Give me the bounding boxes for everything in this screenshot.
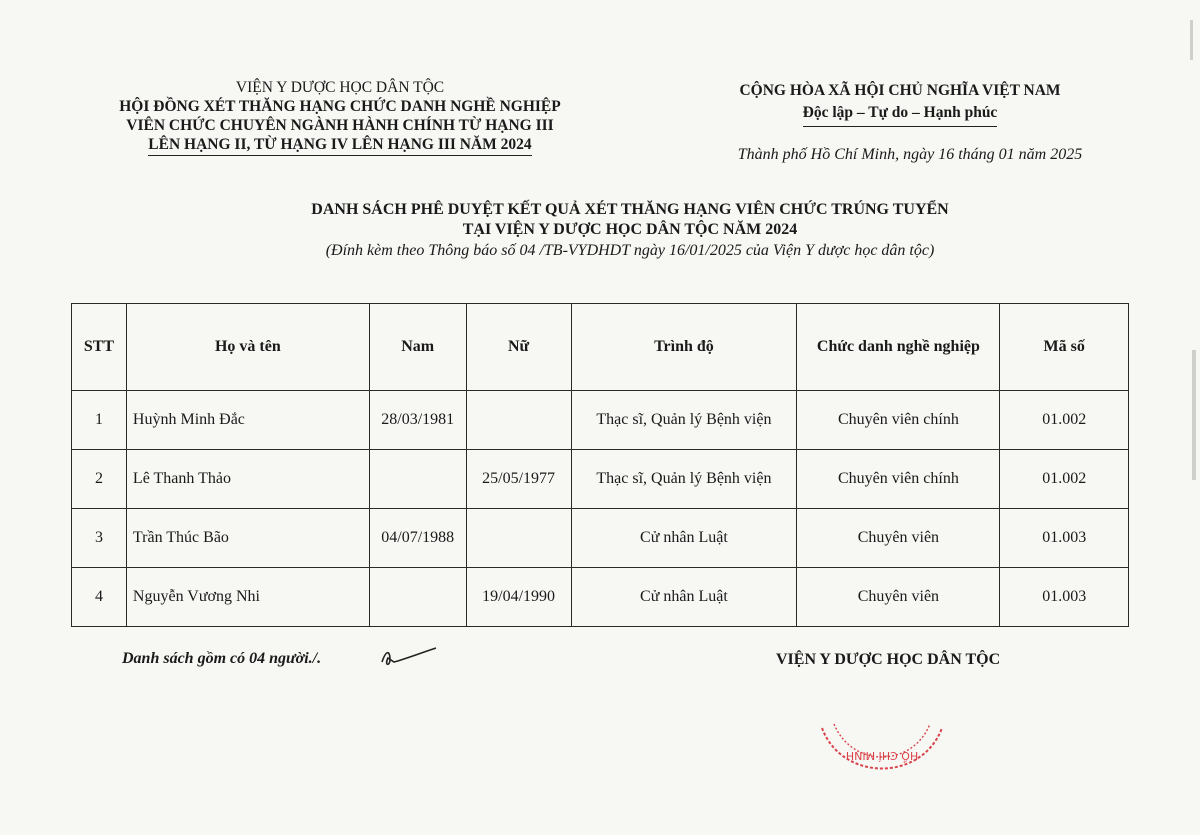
header-qualification: Trình độ	[571, 304, 797, 391]
cell-stt: 3	[72, 509, 127, 568]
table-row	[72, 450, 1129, 509]
cell-code: 01.003	[1000, 568, 1129, 627]
signature-mark	[378, 644, 438, 672]
cell-job-title: Chuyên viên	[797, 509, 1000, 568]
cell-qualification: Cử nhân Luật	[571, 509, 797, 568]
cell-qualification: Cử nhân Luật	[571, 568, 797, 627]
cell-male-dob: 28/03/1981	[369, 391, 466, 450]
header-job-title: Chức danh nghề nghiệp	[797, 304, 1000, 391]
cell-code: 01.003	[1000, 509, 1129, 568]
cell-code: 01.002	[1000, 450, 1129, 509]
cell-male-dob	[369, 568, 466, 627]
cell-job-title: Chuyên viên chính	[797, 450, 1000, 509]
cell-male-dob: 04/07/1988	[369, 509, 466, 568]
cell-name: Huỳnh Minh Đắc	[126, 391, 369, 450]
cell-qualification: Thạc sĩ, Quản lý Bệnh viện	[571, 450, 797, 509]
document-subtitle: (Đính kèm theo Thông báo số 04 /TB-VYDHDT ngày 16/01/2025 của Viện Y dược học dân tộc)	[325, 242, 935, 259]
scan-artifact	[1190, 20, 1193, 60]
scan-artifact	[1192, 350, 1196, 480]
svg-text:HỒ CHÍ MINH: HỒ CHÍ MINH	[845, 749, 919, 762]
country-name: CỘNG HÒA XÃ HỘI CHỦ NGHĨA VIỆT NAM	[739, 82, 1061, 99]
council-name-line1: HỘI ĐỒNG XÉT THĂNG HẠNG CHỨC DANH NGHỀ NGHIỆP	[119, 98, 561, 115]
cell-stt: 4	[72, 568, 127, 627]
header-male: Nam	[369, 304, 466, 391]
council-name-line3: LÊN HẠNG II, TỪ HẠNG IV LÊN HẠNG III NĂM 2024	[148, 135, 531, 156]
title-line1: DANH SÁCH PHÊ DUYỆT KẾT QUẢ XÉT THĂNG HẠNG VIÊN CHỨC TRÚNG TUYỂN	[311, 201, 949, 218]
issuing-authority-header	[60, 78, 620, 156]
header-female: Nữ	[466, 304, 571, 391]
national-header	[690, 80, 1110, 127]
header-name: Họ và tên	[126, 304, 369, 391]
table-row	[72, 391, 1129, 450]
cell-name: Nguyễn Vương Nhi	[126, 568, 369, 627]
cell-code: 01.002	[1000, 391, 1129, 450]
signing-organization: VIỆN Y DƯỢC HỌC DÂN TỘC	[776, 651, 1001, 668]
cell-stt: 2	[72, 450, 127, 509]
national-motto: Độc lập – Tự do – Hạnh phúc	[803, 102, 998, 127]
cell-male-dob	[369, 450, 466, 509]
document-title	[140, 200, 1120, 240]
cell-female-dob: 19/04/1990	[466, 568, 571, 627]
header-stt: STT	[72, 304, 127, 391]
results-table	[71, 303, 1129, 627]
cell-qualification: Thạc sĩ, Quản lý Bệnh viện	[571, 391, 797, 450]
cell-job-title: Chuyên viên chính	[797, 391, 1000, 450]
cell-job-title: Chuyên viên	[797, 568, 1000, 627]
table-row	[72, 568, 1129, 627]
institute-name: VIỆN Y DƯỢC HỌC DÂN TỘC	[235, 79, 445, 96]
title-line2: TẠI VIỆN Y DƯỢC HỌC DÂN TỘC NĂM 2024	[462, 221, 798, 238]
cell-name: Trần Thúc Bão	[126, 509, 369, 568]
cell-stt: 1	[72, 391, 127, 450]
table-row	[72, 509, 1129, 568]
cell-female-dob	[466, 509, 571, 568]
council-name-line2: VIÊN CHỨC CHUYÊN NGÀNH HÀNH CHÍNH TỪ HẠNG III	[126, 117, 554, 134]
header-code: Mã số	[1000, 304, 1129, 391]
place-and-date: Thành phố Hồ Chí Minh, ngày 16 tháng 01 năm 2025	[737, 146, 1083, 163]
cell-female-dob	[466, 391, 571, 450]
seal-stamp	[812, 720, 952, 790]
cell-female-dob: 25/05/1977	[466, 450, 571, 509]
list-count-note: Danh sách gồm có 04 người./.	[122, 650, 322, 667]
cell-name: Lê Thanh Thảo	[126, 450, 369, 509]
table-header-row	[72, 304, 1129, 391]
